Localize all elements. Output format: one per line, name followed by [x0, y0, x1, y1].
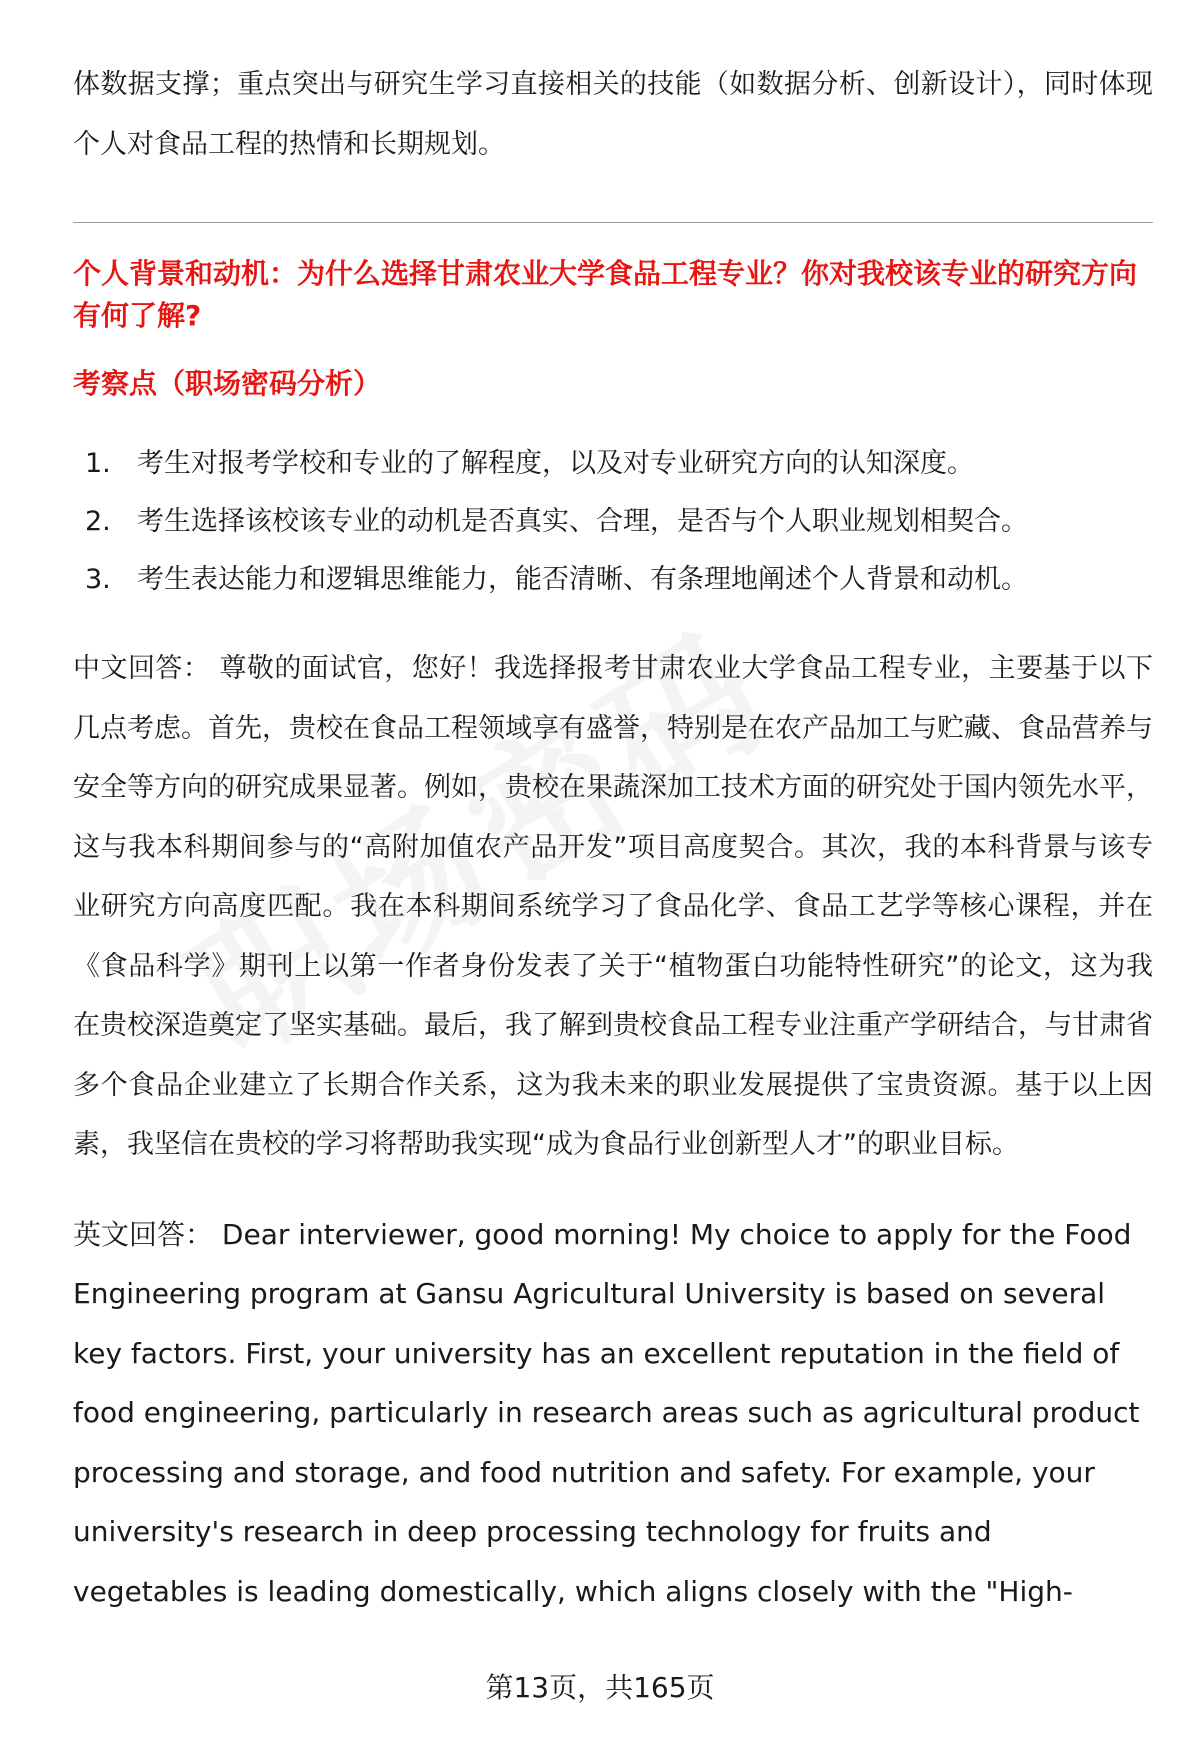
chinese-answer-text: 尊敬的面试官，您好！我选择报考甘肃农业大学食品工程专业，主要基于以下几点考虑。首先，贵校在食品工程领域享有盛誉，特别是在农产品加工与贮藏、食品营养与安全等方向的研究成果显著。例如，贵校在果蔬深加工技术方面的研究处于国内领先水平，这与我本科期间参与的“高附加值农产品开发”项目高度契合。其次，我的本科背景与该专业研究方向高度匹配。我在本科期间系统学习了食品化学、食品工艺学等核心课程，并在《食品科学》期刊上以第一作者身份发表了关于“植物蛋白功能特性研究”的论文，这为我在贵校深造奠定了坚实基础。最后，我了解到贵校食品工程专业注重产学研结合，与甘肃省多个食品企业建立了长期合作关系，这为我未来的职业发展提供了宝贵资源。基于以上因素，我坚信在贵校的学习将帮助我实现“成为食品行业创新型人才”的职业目标。	[73, 653, 1154, 1160]
list-item-text: 考生表达能力和逻辑思维能力，能否清晰、有条理地阐述个人背景和动机。	[137, 564, 1028, 595]
key-points-list	[73, 435, 1153, 609]
list-item	[73, 435, 1153, 493]
list-item-number: 2.	[85, 506, 111, 537]
list-item-text: 考生对报考学校和专业的了解程度，以及对专业研究方向的认知深度。	[137, 448, 974, 479]
english-answer	[73, 1205, 1153, 1622]
page-number-footer: 第13页，共165页	[485, 1671, 715, 1704]
intro-paragraph: 体数据支撑；重点突出与研究生学习直接相关的技能（如数据分析、创新设计），同时体现个人对食品工程的热情和长期规划。	[73, 69, 1153, 160]
list-item	[73, 493, 1153, 551]
question-title: 个人背景和动机：为什么选择甘肃农业大学食品工程专业？你对我校该专业的研究方向有何了解?	[73, 257, 1138, 332]
list-item-number: 1.	[85, 448, 111, 479]
chinese-answer	[73, 639, 1153, 1175]
list-item-text: 考生选择该校该专业的动机是否真实、合理，是否与个人职业规划相契合。	[137, 506, 1028, 537]
page-content	[73, 55, 1153, 1621]
english-answer-label: 英文回答：	[73, 1217, 214, 1251]
section-divider	[73, 222, 1153, 223]
key-points-heading: 考察点（职场密码分析）	[73, 367, 382, 400]
list-item	[73, 551, 1153, 609]
chinese-answer-label: 中文回答：	[73, 653, 211, 684]
english-answer-text: Dear interviewer, good morning! My choice to apply for the Food Engineering program at Gansu Agricultural University is based on several key factors. First, your university has an excellent reputation in the field of food engineering, particularly in research areas such as agricultural product processing and storage, and food nutrition and safety. For example, your university's research in deep processing technology for fruits and vegetables is leading domestically, which aligns closely with the "High-	[73, 1217, 1140, 1608]
list-item-number: 3.	[85, 564, 111, 595]
